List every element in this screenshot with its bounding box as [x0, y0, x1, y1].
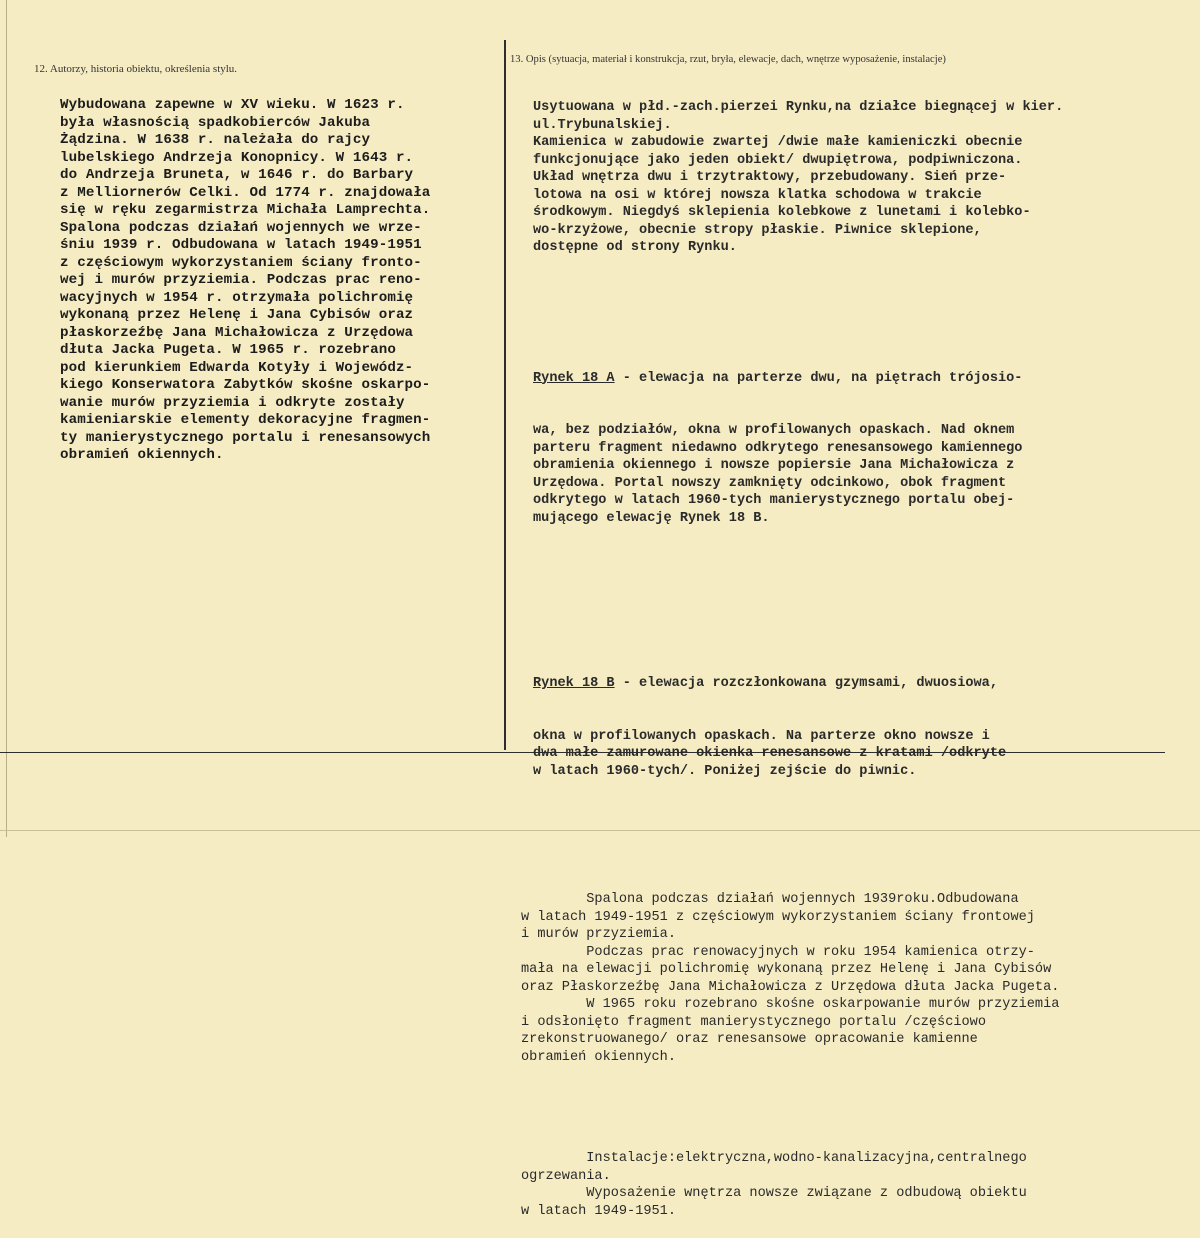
text-line: śniu 1939 r. Odbudowana w latach 1949-1951 [60, 237, 422, 253]
text-line: kiego Konserwatora Zabytków skośne oskarpo- [60, 377, 431, 393]
heading-rynek-18b: Rynek 18 B [533, 676, 615, 691]
text-line: wa, bez podziałów, okna w profilowanych opaskach. Nad oknem [533, 423, 1015, 438]
text-line: obramień okiennych. [521, 1049, 676, 1065]
text-line: wanie murów przyziemia i odkryte zostały [60, 394, 405, 411]
text-line: ty manierystycznego portalu i renesansowych [60, 429, 431, 446]
text-line: dwa małe zamurowane okienka renesansowe z kratami /odkryte [533, 746, 1007, 761]
text-line: lotowa na osi w której nowsza klatka schodowa w trakcie [533, 187, 982, 203]
text-line: dostępne od strony Rynku. [533, 240, 737, 255]
text-line: W 1965 roku rozebrano skośne oskarpowanie murów przyziemia [521, 997, 1060, 1012]
text-line: wo-krzyżowe, obecnie stropy płaskie. Piwnice sklepione, [533, 222, 982, 238]
text-line: Spalona podczas działań wojennych we wrze- [60, 219, 422, 236]
text-line: Usytuowana w płd.-zach.pierzei Rynku,na działce biegnącej w kier. [533, 100, 1064, 115]
text-line: wej i murów przyziemia. Podczas prac reno- [60, 272, 422, 288]
description-paragraph-18a [533, 335, 1063, 563]
section-13-label: 13. Opis (sytuacja, materiał i konstrukcja, rzut, bryła, elewacje, dach, wnętrze wyposażenie, instalacje) [510, 54, 946, 65]
text-line: w latach 1949-1951. [521, 1203, 676, 1219]
text-line: wacyjnych w 1954 r. otrzymała polichromię [60, 289, 414, 306]
text-line: zrekonstruowanego/ oraz renesansowe opracowanie kamienne [521, 1032, 978, 1047]
text-line: z Melliornerów Celki. Od 1774 r. znajdowała [60, 184, 431, 201]
section-13-text [521, 64, 1064, 1238]
description-paragraph-history [521, 891, 1063, 1066]
text-line: parteru fragment niedawno odkrytego renesansowego kamiennego [533, 440, 1023, 456]
heading-rynek-18a: Rynek 18 A [533, 370, 615, 386]
text-line: Kamienica w zabudowie zwartej /dwie małe kamieniczki obecnie [533, 135, 1023, 150]
description-paragraph-location [533, 99, 1063, 257]
text-line: w latach 1949-1951 z częściowym wykorzystaniem ściany frontowej [521, 909, 1035, 925]
text-line: Układ wnętrza dwu i trzytraktowy, przebudowany. Sień prze- [533, 170, 1007, 185]
text-line: się w ręku zegarmistrza Michała Lamprechta. [60, 202, 431, 218]
column-divider [504, 40, 506, 750]
text-line: Żądzina. W 1638 r. należała do rajcy [60, 132, 371, 148]
text-line: pod kierunkiem Edwarda Kotyły i Wojewódz- [60, 359, 414, 376]
text-line: Wybudowana zapewne w XV wieku. W 1623 r. [60, 97, 405, 113]
text-line: wykonaną przez Helenę i Jana Cybisów oraz [60, 307, 414, 323]
description-paragraph-18b [533, 640, 1063, 815]
text-line: Instalacje:elektryczna,wodno-kanalizacyjna,centralnego [521, 1151, 1027, 1166]
text-line: okna w profilowanych opaskach. Na parterze okno nowsze i [533, 728, 990, 744]
text-line: oraz Płaskorzeźbę Jana Michałowicza z Urzędowa dłuta Jacka Pugeta. [521, 979, 1060, 995]
text-line: do Andrzeja Bruneta, w 1646 r. do Barbary [60, 167, 414, 183]
page-edge [6, 0, 7, 837]
text-line: i murów przyziemia. [521, 927, 676, 942]
text-line: Wyposażenie wnętrza nowsze związane z odbudową obiektu [521, 1186, 1027, 1201]
rynek-18a-first-line: - elewacja na parterze dwu, na piętrach trójosio- [614, 370, 1023, 386]
text-line: mującego elewację Rynek 18 B. [533, 510, 770, 526]
description-paragraph-installations [521, 1150, 1063, 1220]
text-line: ogrzewania. [521, 1168, 611, 1184]
text-line: z częściowym wykorzystaniem ściany fronto- [60, 254, 422, 271]
text-line: Spalona podczas działań wojennych 1939roku.Odbudowana [521, 892, 1019, 907]
text-line: funkcjonujące jako jeden obiekt/ dwupiętrowa, podpiwniczona. [533, 152, 1023, 168]
text-line: obramień okiennych. [60, 447, 224, 463]
text-line: dłuta Jacka Pugeta. W 1965 r. rozebrano [60, 342, 396, 358]
text-line: kamieniarskie elementy dekoracyjne fragmen- [60, 412, 431, 428]
text-line: płaskorzeźbę Jana Michałowicza z Urzędowa [60, 324, 414, 341]
text-line: środkowym. Niegdyś sklepienia kolebkowe z lunetami i kolebko- [533, 205, 1031, 220]
text-line: i odsłonięto fragment manierystycznego portalu /częściowo [521, 1014, 986, 1030]
section-12-label: 12. Autorzy, historia obiektu, określenia stylu. [34, 63, 238, 75]
text-line: obramienia okiennego i nowsze popiersie Jana Michałowicza z [533, 458, 1015, 473]
text-line: lubelskiego Andrzeja Konopnicy. W 1643 r. [60, 149, 414, 166]
text-line: mała na elewacji polichromię wykonaną przez Helenę i Jana Cybisów [521, 962, 1052, 977]
text-line: odkrytego w latach 1960-tych manierystycznego portalu obej- [533, 493, 1015, 508]
text-line: w latach 1960-tych/. Poniżej zejście do piwnic. [533, 763, 917, 779]
text-line: Urzędowa. Portal nowszy zamknięty odcinkowo, obok fragment [533, 475, 1007, 491]
text-line: była własnością spadkobierców Jakuba [60, 114, 371, 131]
rynek-18b-first-line: - elewacja rozczłonkowana gzymsami, dwuosiowa, [614, 676, 998, 691]
text-line: Podczas prac renowacyjnych w roku 1954 kamienica otrzy- [521, 944, 1035, 960]
section-12-text [60, 97, 430, 465]
text-line: ul.Trybunalskiej. [533, 117, 672, 133]
